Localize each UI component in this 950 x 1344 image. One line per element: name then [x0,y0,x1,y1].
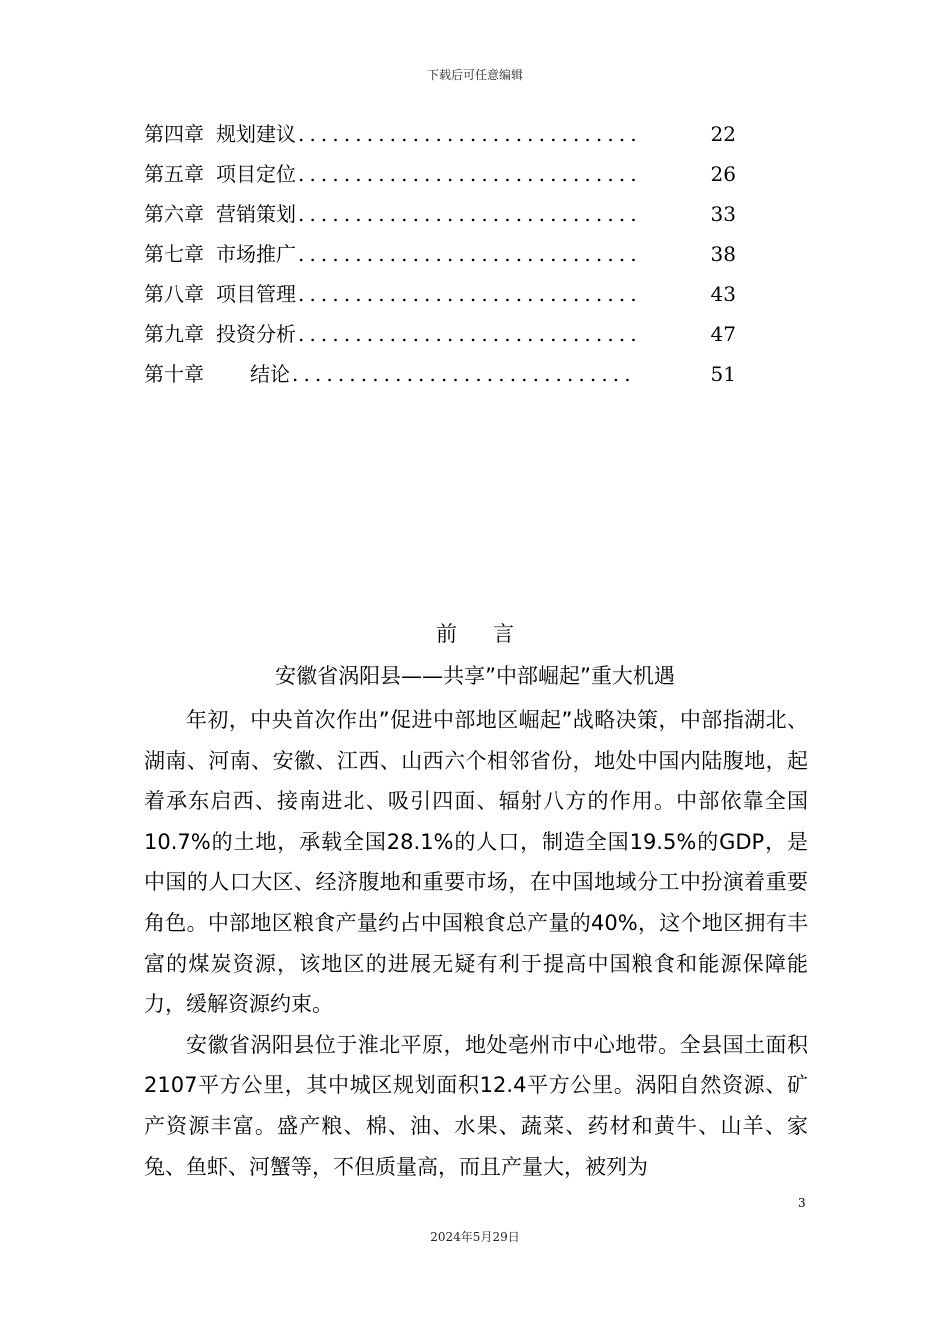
toc-leader: .............................. [298,282,642,306]
toc-entry[interactable] [144,234,736,274]
toc-page-number: 51 [710,362,736,386]
toc-page-number: 33 [710,202,736,226]
toc-leader: .............................. [298,202,642,226]
toc-leader: .............................. [292,362,636,386]
toc-page-number: 26 [710,162,736,186]
page-footer-date: 2024年5月29日 [430,1230,520,1244]
preface-body [144,700,808,1187]
page-header: 下载后可任意编辑 [426,68,523,82]
toc-chapter: 第八章 [144,282,204,306]
toc-page-number: 22 [710,122,736,146]
toc-chapter: 第七章 [144,242,204,266]
toc-leader: .............................. [298,322,642,346]
toc-chapter: 第九章 [144,322,204,346]
toc-title: 项目定位 [216,162,296,186]
toc-page-number: 43 [710,282,736,306]
toc-title: 结论 [250,362,290,386]
table-of-contents [144,114,736,394]
toc-entry[interactable] [144,354,736,394]
toc-entry[interactable] [144,194,736,234]
toc-title: 项目管理 [216,282,296,306]
toc-chapter: 第四章 [144,122,204,146]
toc-chapter: 第十章 [144,362,204,386]
toc-title: 营销策划 [216,202,296,226]
toc-entry[interactable] [144,154,736,194]
toc-title: 投资分析 [216,322,296,346]
toc-entry[interactable] [144,274,736,314]
page-number: 3 [798,1196,806,1210]
toc-page-number: 47 [710,322,736,346]
preface-subtitle: 安徽省涡阳县——共享”中部崛起”重大机遇 [275,664,675,688]
toc-leader: .............................. [298,122,642,146]
toc-page-number: 38 [710,242,736,266]
body-paragraph: 安徽省涡阳县位于淮北平原，地处亳州市中心地带。全县国土面积2107平方公里，其中城区规划面积12.4平方公里。涡阳自然资源、矿产资源丰富。盛产粮、棉、油、水果、蔬菜、药材和黄牛、山羊、家兔、鱼虾、河蟹等，不但质量高，而且产量大，被列为 [144,1032,808,1179]
toc-leader: .............................. [298,242,642,266]
toc-leader: .............................. [298,162,642,186]
preface-title: 前言 [436,622,550,646]
toc-chapter: 第六章 [144,202,204,226]
toc-entry[interactable] [144,314,736,354]
toc-title: 规划建议 [216,122,296,146]
toc-entry[interactable] [144,114,736,154]
toc-title: 市场推广 [216,242,296,266]
body-paragraph: 年初，中央首次作出”促进中部地区崛起”战略决策，中部指湖北、湖南、河南、安徽、江西、山西六个相邻省份，地处中国内陆腹地，起着承东启西、接南进北、吸引四面、辐射八方的作用。中部依靠全国10.7%的土地，承载全国28.1%的人口，制造全国19.5%的GDP，是中国的人口大区、经济腹地和重要市场，在中国地域分工中扮演着重要角色。中部地区粮食产量约占中国粮食总产量的40%，这个地区拥有丰富的煤炭资源，该地区的进展无疑有利于提高中国粮食和能源保障能力，缓解资源约束。 [144,708,808,1017]
toc-chapter: 第五章 [144,162,204,186]
